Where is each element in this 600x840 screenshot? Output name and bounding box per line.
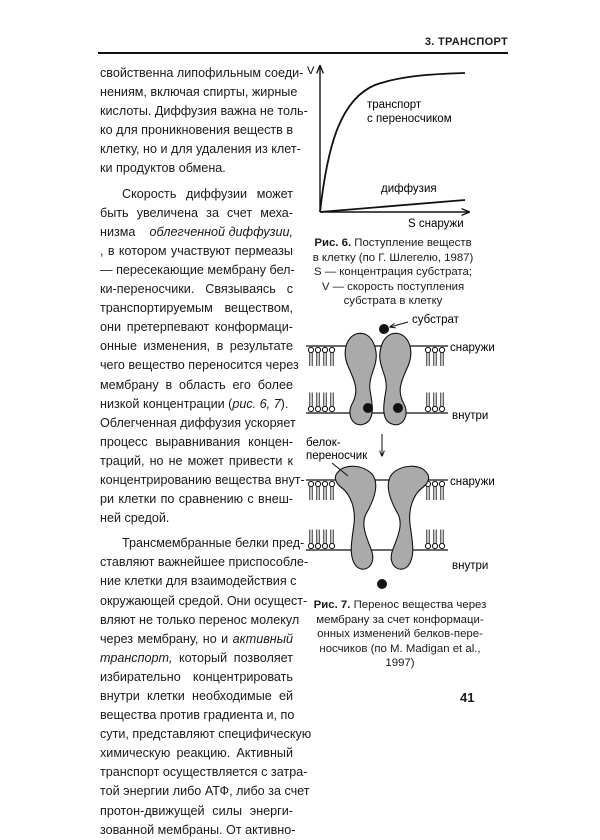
- substrate-molecule: [363, 403, 373, 413]
- carrier-curve-label: с переносчиком: [367, 113, 452, 125]
- header-rule: [98, 52, 508, 54]
- membrane-top: [306, 346, 448, 413]
- emphasis-term: активный: [232, 631, 294, 646]
- body-line: кислоты. Диффузия важна не толь-: [100, 104, 308, 119]
- carrier-curve-label: транспорт: [367, 99, 422, 111]
- caption-line: V — скорость поступления: [321, 280, 465, 293]
- caption-line: в клетку (по Г. Шлегелю, 1987): [312, 251, 474, 264]
- caption-text: Поступление веществ: [354, 237, 472, 249]
- carrier-protein-left-bottom: [335, 466, 375, 569]
- caption-label: Рис. 7.: [313, 599, 351, 611]
- body-line: ней средой.: [100, 511, 170, 526]
- membrane-bottom: [306, 480, 448, 550]
- figure-reference: рис. 6, 7: [232, 396, 281, 411]
- series-diffusion-line: [320, 200, 465, 212]
- body-line: [100, 649, 293, 668]
- substrate-molecule: [377, 579, 387, 589]
- body-line: концентрированию вещества внут-: [100, 472, 305, 487]
- page-number: 41: [460, 690, 475, 705]
- body-line: они претерпевают конформаци-: [100, 320, 293, 335]
- body-line: транспортируемым веществом,: [100, 301, 293, 316]
- outside-label: снаружи: [450, 342, 495, 354]
- emphasis-term: облегченной диффузии,: [149, 224, 293, 239]
- figure-6-caption: [303, 236, 483, 309]
- body-line: протон-движущей силы энерги-: [100, 803, 293, 818]
- body-line: чего вещество переносится через: [100, 358, 299, 373]
- body-line: окружающей средой. Они осущест-: [100, 593, 308, 608]
- running-header: 3. ТРАНСПОРТ: [424, 36, 508, 48]
- body-line: [100, 395, 293, 414]
- body-text: [100, 64, 312, 840]
- body-line: Скорость диффузии может: [122, 186, 293, 201]
- body-line: быть увеличена за счет меха-: [100, 205, 293, 220]
- body-line: ние клетки для взаимодействия с: [100, 574, 297, 589]
- substrate-pointer: [390, 322, 408, 327]
- body-line: клетку, но и для удаления из клет-: [100, 142, 301, 157]
- body-line: мембрану в область его более: [100, 377, 293, 392]
- body-text-run: который позволяет: [179, 650, 294, 665]
- inside-label: внутри: [452, 410, 489, 422]
- caption-line: 1997): [385, 657, 415, 670]
- caption-line: [303, 236, 483, 251]
- body-line: [100, 630, 293, 649]
- emphasis-term: транспорт,: [100, 650, 173, 665]
- figure-7-caption: [305, 598, 495, 671]
- carrier-protein-right-bottom: [388, 466, 428, 569]
- inside-label: внутри: [452, 560, 489, 572]
- body-line: — пересекающие мембрану бел-: [100, 262, 295, 277]
- body-line: нениям, включая спирты, жирные: [100, 85, 298, 100]
- caption-line: субстрата в клетку: [343, 295, 443, 308]
- body-line: вещества против градиента и, по: [100, 708, 295, 723]
- caption-label: Рис. 6.: [314, 237, 352, 249]
- outside-label: снаружи: [450, 476, 495, 488]
- caption-line: мембрану за счет конформаци-: [316, 613, 484, 626]
- substrate-molecule: [379, 324, 389, 334]
- x-axis-label: S снаружи: [408, 218, 464, 230]
- body-line: вляют не только перенос молекул: [100, 612, 300, 627]
- body-line: внутри клетки необходимые ей: [100, 689, 293, 703]
- body-text-run: ).: [280, 396, 289, 411]
- caption-line: S — концентрация субстрата;: [313, 266, 473, 279]
- body-line: Трансмембранные белки пред-: [122, 536, 305, 551]
- body-line: избирательно концентрировать: [100, 669, 293, 684]
- caption-line: онных изменений белков-пере-: [317, 628, 483, 641]
- caption-line: [305, 598, 495, 613]
- y-axis-label: V: [307, 65, 315, 77]
- body-text-run: низкой концентрации (: [100, 396, 233, 411]
- body-text-run: низма: [100, 224, 136, 239]
- caption-text: Перенос вещества через: [353, 599, 487, 611]
- substrate-molecule: [393, 403, 403, 413]
- body-line: онные изменения, в результате: [100, 339, 293, 354]
- diffusion-curve-label: диффузия: [381, 183, 437, 195]
- body-line: транспорт осуществляется с затра-: [100, 765, 308, 780]
- body-line: свойственна липофильным соеди-: [100, 66, 304, 80]
- caption-line: носчиков (по M. Madigan et al.,: [319, 642, 481, 655]
- body-line: химическую реакцию. Активный: [100, 746, 293, 761]
- substrate-label: субстрат: [412, 314, 459, 326]
- body-line: ставляют важнейшее приспособле-: [100, 555, 309, 570]
- body-line: траций, но не может привести к: [100, 453, 293, 468]
- carrier-label: белок-: [306, 437, 341, 449]
- body-line: [100, 223, 293, 242]
- figure-6-chart: [305, 60, 475, 232]
- body-line: ки-переносчики. Связываясь с: [100, 282, 293, 297]
- body-line: сути, представляют специфическую: [100, 727, 312, 742]
- figure-7-diagram: [302, 304, 496, 594]
- body-line: ри клетки по сравнению с внеш-: [100, 492, 293, 507]
- body-line: зованной мембраны. От активно-: [100, 822, 296, 837]
- body-line: процесс выравнивания концен-: [100, 434, 293, 449]
- body-line: ки продуктов обмена.: [100, 161, 226, 176]
- body-line: той энергии либо АТФ, либо за счет: [100, 784, 310, 799]
- body-line: , в котором участвуют пермеазы: [100, 243, 293, 258]
- body-line: ко для проникновения веществ в: [100, 123, 294, 138]
- body-text-run: через мембрану, но и: [100, 631, 229, 646]
- body-line: Облегченная диффузия ускоряет: [100, 415, 296, 430]
- carrier-label: переносчик: [306, 450, 368, 462]
